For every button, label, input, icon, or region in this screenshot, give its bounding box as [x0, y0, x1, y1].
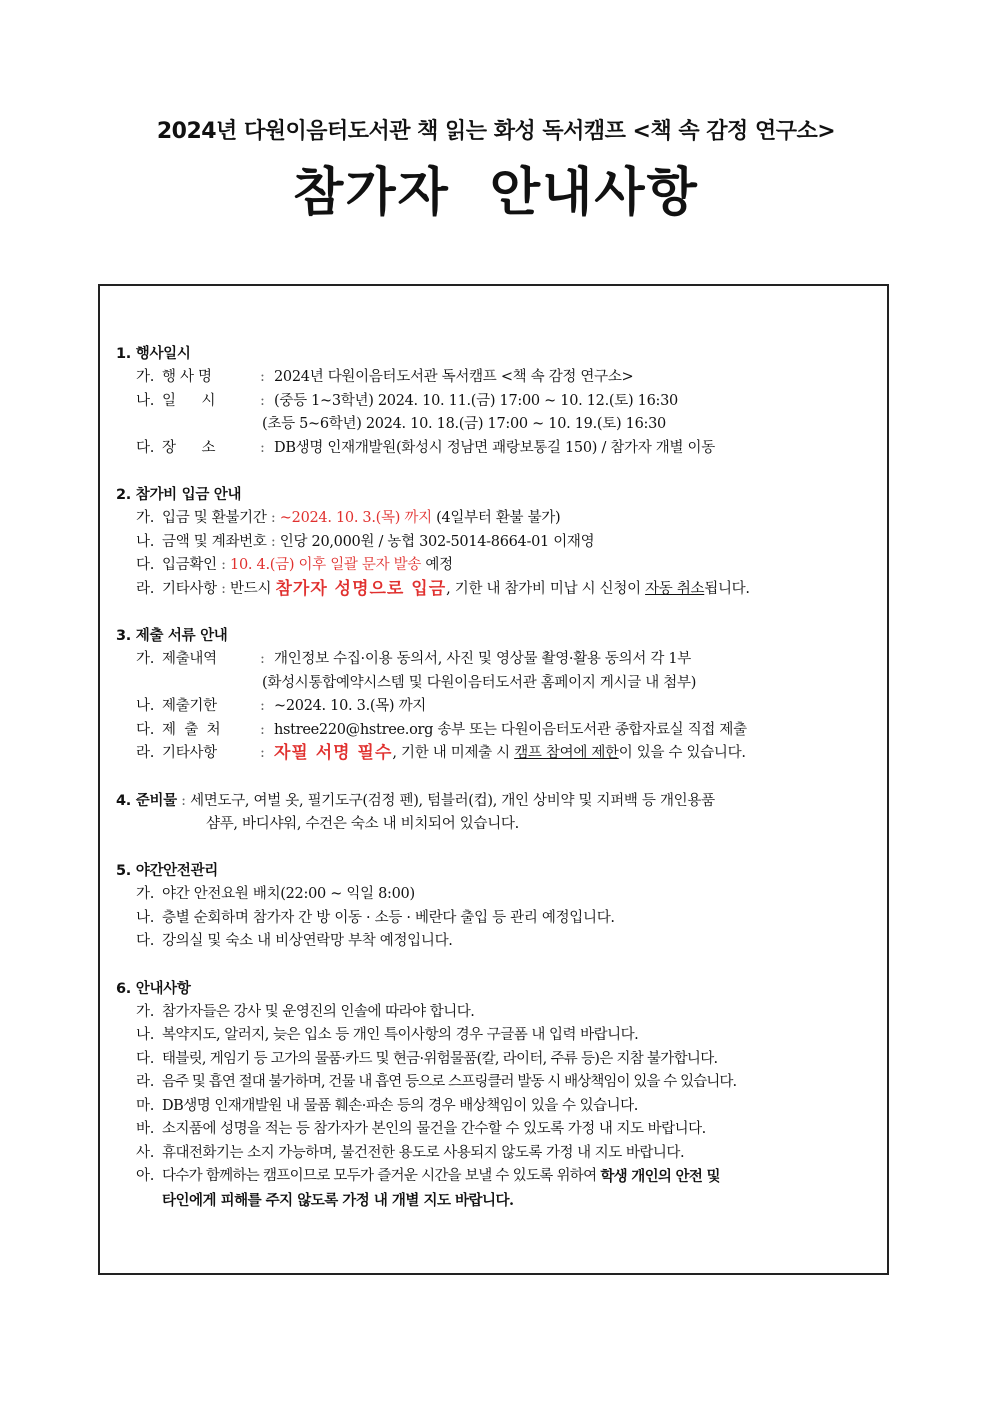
list-item	[116, 1001, 896, 1025]
list-item	[116, 930, 896, 954]
list-item	[116, 1095, 896, 1119]
separator: :	[260, 745, 265, 761]
underlined-text: 캠프 참여에 제한	[514, 745, 619, 761]
list-item	[116, 578, 896, 602]
list-item	[116, 554, 896, 578]
content-body	[116, 342, 896, 1235]
list-item	[116, 742, 896, 766]
item-marker: 바.	[136, 1121, 155, 1137]
item-label: 기타사항	[162, 745, 217, 761]
section-payment	[116, 483, 896, 601]
list-item	[116, 1142, 896, 1166]
list-item	[116, 366, 896, 390]
item-value: (중등 1~3학년) 2024. 10. 11.(금) 17:00 ~ 10. 12.(토) 16:30	[274, 392, 678, 409]
separator: :	[260, 698, 265, 714]
list-item	[116, 719, 896, 743]
list-item	[116, 531, 896, 555]
item-value: 반드시	[230, 580, 276, 597]
list-item	[116, 390, 896, 414]
separator: :	[266, 533, 280, 550]
item-marker: 나.	[136, 533, 155, 550]
item-marker: 다.	[136, 439, 155, 456]
emphasis-text: 참가자 성명으로 입금	[275, 578, 447, 599]
list-item	[116, 1048, 896, 1072]
item-label: 기타사항	[162, 580, 217, 597]
item-marker: 가.	[136, 510, 155, 526]
list-item	[116, 1118, 896, 1142]
separator: :	[176, 792, 191, 809]
item-label: 금액 및 계좌번호	[162, 533, 267, 550]
list-item	[116, 1024, 896, 1048]
item-value: 2024년 다원이음터도서관 독서캠프 <책 속 감정 연구소>	[274, 369, 634, 385]
separator: :	[216, 557, 231, 573]
item-text: 야간 안전요원 배치(22:00 ~ 익일 8:00)	[162, 886, 415, 902]
item-value: 인당 20,000원 / 농협 302-5014-8664-01 이재영	[279, 533, 595, 550]
item-value: 예정	[421, 557, 453, 573]
item-label: 입금 및 환불기간	[162, 510, 267, 526]
section-night-safety	[116, 859, 896, 954]
bold-text: 타인에게 피해를 주지 않도록 가정 내 개별 지도 바랍니다.	[162, 1191, 514, 1209]
bold-text: 학생 개인의 안전 및	[600, 1168, 720, 1185]
item-marker: 다.	[136, 933, 155, 949]
item-label: 입금확인	[162, 557, 217, 573]
item-label: 제 출 처	[162, 721, 221, 738]
list-item	[116, 907, 896, 931]
item-value: 개인정보 수집·이용 동의서, 사진 및 영상물 촬영·활용 동의서 각 1부	[274, 651, 692, 667]
item-text: 태블릿, 게임기 등 고가의 물품·카드 및 현금·위험물품(칼, 라이터, 주류 등)은 지참 불가합니다.	[162, 1050, 718, 1067]
item-marker: 마.	[136, 1097, 155, 1114]
separator: :	[260, 439, 265, 456]
item-text: 참가자들은 강사 및 운영진의 인솔에 따라야 합니다.	[162, 1003, 475, 1020]
item-marker: 나.	[136, 1027, 155, 1043]
item-text: 복약지도, 알러지, 늦은 입소 등 개인 특이사항의 경우 구글폼 내 입력 바랍니다.	[162, 1027, 639, 1043]
item-label: 제출내역	[162, 651, 217, 667]
item-marker: 사.	[136, 1144, 155, 1161]
separator: :	[260, 651, 265, 667]
list-item	[116, 1071, 896, 1095]
section-notices	[116, 977, 896, 1213]
separator: :	[266, 510, 280, 526]
section-title: 4. 준비물	[116, 792, 177, 809]
item-marker: 가.	[136, 1003, 155, 1020]
item-marker: 나.	[136, 909, 155, 926]
item-value: 세면도구, 여벌 옷, 필기도구(검정 펜), 텀블러(컵), 개인 상비약 및 지퍼백 등 개인용품	[190, 792, 715, 809]
section-title: 6. 안내사항	[116, 980, 191, 997]
item-marker: 나.	[136, 698, 155, 714]
separator: :	[260, 369, 265, 385]
list-item	[116, 507, 896, 531]
item-label: 장 소	[162, 439, 216, 456]
list-item	[116, 695, 896, 719]
emphasis-text: 자필 서명 필수	[274, 743, 393, 763]
item-text: 층별 순회하며 참가자 간 방 이동 · 소등 · 베란다 출입 등 관리 예정입니다.	[162, 909, 615, 926]
item-value: DB생명 인재개발원(화성시 정남면 괘랑보통길 150) / 참가자 개별 이동	[274, 439, 715, 456]
section-event-schedule	[116, 342, 896, 460]
section-supplies	[116, 789, 896, 837]
item-text: DB생명 인재개발원 내 물품 훼손·파손 등의 경우 배상책임이 있을 수 있습니다.	[162, 1097, 638, 1114]
payment-deadline: ~2024. 10. 3.(목) 까지	[279, 510, 432, 526]
item-value-continued: (화성시통합예약시스템 및 다원이음터도서관 홈페이지 게시글 내 첨부)	[262, 674, 697, 691]
item-value: 이 있을 수 있습니다.	[618, 745, 746, 761]
separator: :	[216, 580, 231, 597]
item-text: 휴대전화기는 소지 가능하며, 불건전한 용도로 사용되지 않도록 가정 내 지도 바랍니다.	[162, 1144, 685, 1161]
item-marker: 나.	[136, 392, 155, 409]
item-text: 다수가 함께하는 캠프이므로 모두가 즐거운 시간을 보낼 수 있도록 위하여	[162, 1168, 601, 1184]
item-marker: 가.	[136, 369, 155, 385]
item-marker: 라.	[136, 1074, 155, 1090]
list-item	[116, 648, 896, 672]
section-title: 5. 야간안전관리	[116, 863, 218, 879]
separator: :	[260, 392, 265, 409]
item-value: 됩니다.	[704, 580, 750, 597]
item-marker: 다.	[136, 557, 155, 573]
item-text: 음주 및 흡연 절대 불가하며, 건물 내 흡연 등으로 스프링클러 발동 시 배상책임이 있을 수 있습니다.	[162, 1074, 737, 1090]
item-marker: 아.	[136, 1168, 155, 1184]
item-label: 제출기한	[162, 698, 217, 714]
section-documents	[116, 624, 896, 766]
item-value: , 기한 내 미제출 시	[392, 745, 515, 761]
item-marker: 가.	[136, 651, 155, 667]
item-value: hstree220@hstree.org 송부 또는 다원이음터도서관 종합자료실 직접 제출	[274, 721, 747, 738]
underlined-text: 자동 취소	[645, 580, 705, 597]
item-value: ~2024. 10. 3.(목) 까지	[274, 698, 427, 714]
item-marker: 라.	[136, 580, 155, 597]
item-value: , 기한 내 참가비 미납 시 신청이	[446, 580, 646, 597]
item-label: 행 사 명	[162, 369, 212, 385]
item-marker: 가.	[136, 886, 155, 902]
item-value: (4일부터 환불 불가)	[431, 510, 561, 526]
item-text: 소지품에 성명을 적는 등 참가자가 본인의 물건을 간수할 수 있도록 가정 내 지도 바랍니다.	[162, 1121, 706, 1137]
section-title: 3. 제출 서류 안내	[116, 628, 228, 644]
list-item	[116, 883, 896, 907]
list-item-continued	[116, 1189, 896, 1213]
payment-confirmation: 10. 4.(금) 이후 일괄 문자 발송	[230, 557, 422, 573]
item-marker: 다.	[136, 721, 155, 738]
item-label: 일 시	[162, 392, 216, 409]
separator: :	[260, 721, 265, 738]
item-marker: 다.	[136, 1050, 155, 1067]
item-text: 강의실 및 숙소 내 비상연락망 부착 예정입니다.	[162, 933, 453, 949]
list-item	[116, 1165, 896, 1189]
item-value-continued: (초등 5~6학년) 2024. 10. 18.(금) 17:00 ~ 10. 19.(토) 16:30	[262, 416, 666, 432]
document-title: 참가자 안내사항	[293, 163, 699, 223]
section-title: 2. 참가비 입금 안내	[116, 487, 242, 503]
list-item	[116, 437, 896, 461]
list-item	[116, 789, 896, 813]
section-title: 1. 행사일시	[116, 346, 191, 362]
document-subtitle: 2024년 다원이음터도서관 책 읽는 화성 독서캠프 <책 속 감정 연구소>	[156, 119, 836, 144]
item-value-continued: 샴푸, 바디샤워, 수건은 숙소 내 비치되어 있습니다.	[206, 815, 519, 832]
item-marker: 라.	[136, 745, 155, 761]
